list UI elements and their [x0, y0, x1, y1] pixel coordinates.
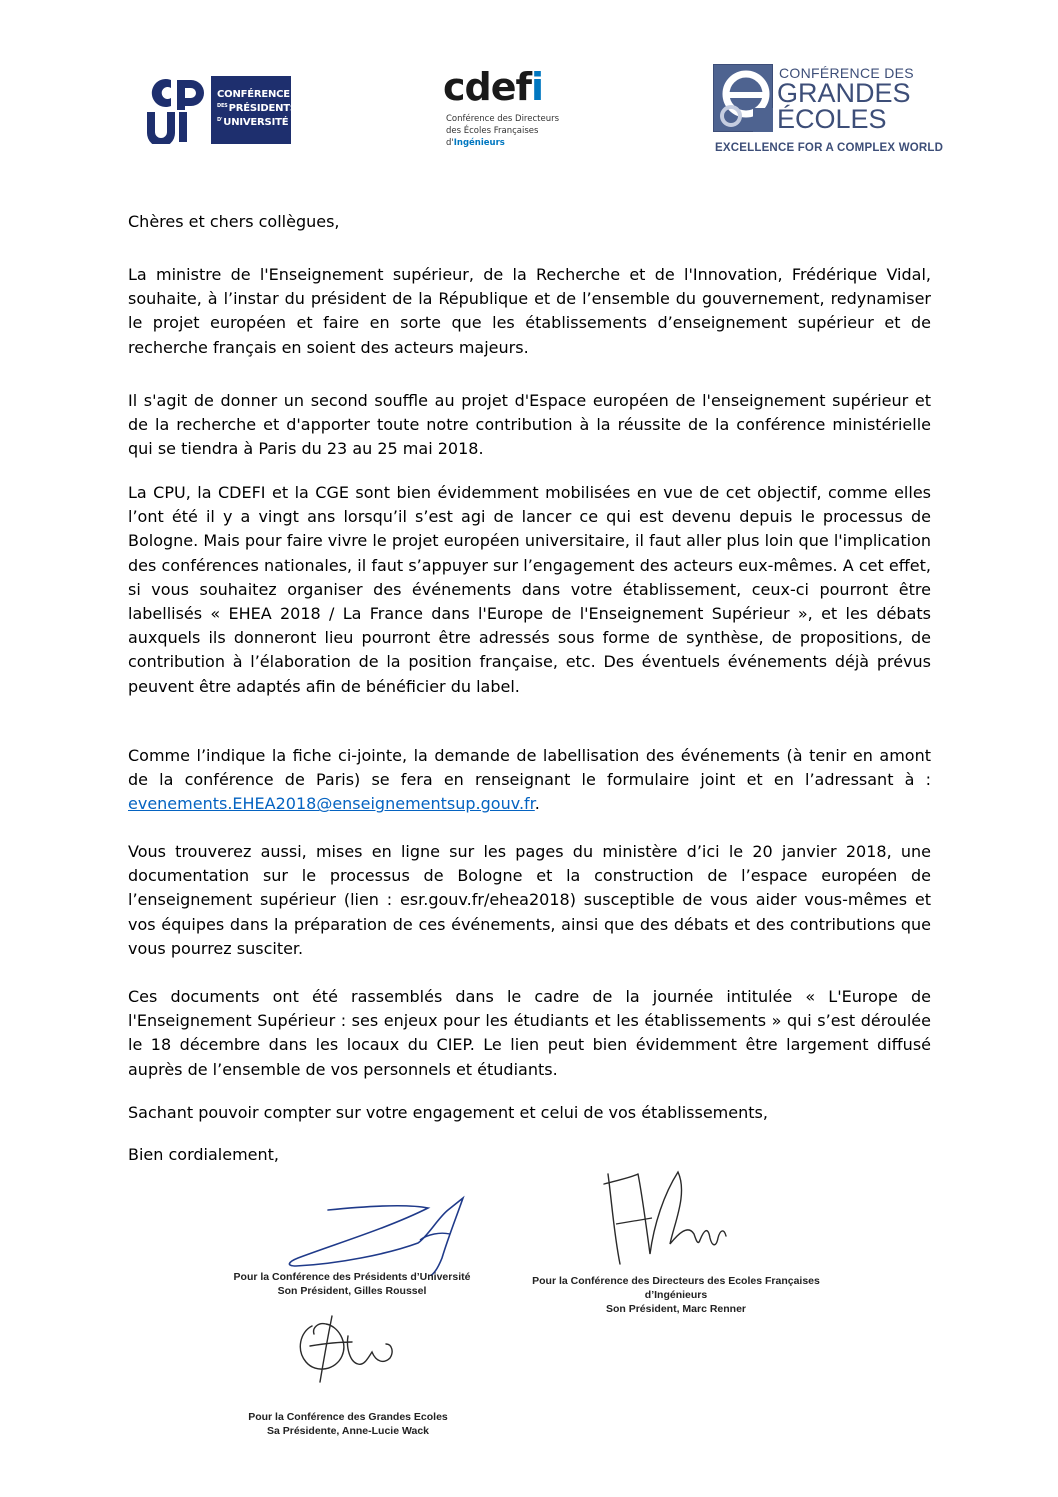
- paragraph-1: La ministre de l'Enseignement supérieur, de la Recherche et de l'Innovation, Frédérique Vidal, souhaite, à l’instar du président de la République et de l’ensemble du gouvernement, redynamiser le projet européen et faire en sorte que les établissements d’enseignement supérieur et de recherche français en soient des acteurs majeurs.: [128, 265, 931, 357]
- cdefi-sub-2: des Écoles Françaises: [446, 126, 539, 136]
- cpu-name-box: [211, 76, 297, 144]
- cge-signatory-line-2: Sa Présidente, Anne-Lucie Wack: [266, 1425, 430, 1437]
- cge-tagline: EXCELLENCE FOR A COMPLEX WORLD: [715, 142, 944, 154]
- cpu-signatory-caption: [228, 1270, 476, 1298]
- letter-closing: Bien cordialement,: [128, 1145, 279, 1164]
- paragraph-6: Ces documents ont été rassemblés dans le cadre de la journée intitulée « L'Europe de l'Enseignement Supérieur : ses enjeux pour les étudiants et les établissements » qui s’est déroulée le 18 décembre dans les locaux du CIEP. Le lien peut bien évidemment être largement diffusé auprès de l’ensemble de vos personnels et étudiants.: [128, 987, 931, 1079]
- cdefi-signatory-line-1: Pour la Conférence des Directeurs des Ecoles Françaises: [532, 1275, 820, 1287]
- cpu-line-3: $^{D'}$UNIVERSITÉ: [217, 117, 289, 128]
- cge-emblem-icon: [713, 64, 773, 132]
- cdefi-signatory-line-3: Son Président, Marc Renner: [605, 1303, 747, 1315]
- cpu-signatory-line-2: Son Président, Gilles Roussel: [277, 1285, 427, 1297]
- cpu-president-signature: [278, 1188, 478, 1276]
- cpu-letters-mark: [143, 76, 207, 144]
- cge-signatory-caption: [238, 1410, 458, 1438]
- letter-salutation: Chères et chers collègues,: [128, 212, 340, 231]
- paragraph-4-end: .: [534, 794, 540, 814]
- cdefi-signatory-caption: [528, 1274, 824, 1316]
- paragraph-3: La CPU, la CDEFI et la CGE sont bien évidemment mobilisées en vue de cet objectif, comme elles l’ont été il y a vingt ans lorsqu’il s’est agi de lancer ce qui est devenu depuis le processus de Bologne. Mais pour faire vivre le projet européen universitaire, il faut aller plus loin que l'implication des conférences nationales, il faut s’appuyer sur l’engagement des acteurs eux-mêmes. A cet effet, si vous souhaitez organiser des événements dans votre établissement, ceux-ci pourront être labellisés « EHEA 2018 / La France dans l'Europe de l'Enseignement Supérieur », et les débats auxquels ils donneront lieu pourront être adressés sous forme de synthèse, de propositions, de contribution à l’élaboration de la position française, etc. Des éventuels événements déjà prévus peuvent être adaptés afin de bénéficier du label.: [128, 483, 931, 696]
- cge-signatory-line-1: Pour la Conférence des Grandes Ecoles: [248, 1411, 448, 1423]
- cge-line-3: ÉCOLES: [777, 104, 887, 134]
- email-link[interactable]: evenements.EHEA2018@enseignementsup.gouv.fr: [128, 794, 535, 814]
- cpu-logo: [143, 76, 297, 144]
- cdefi-logo: [443, 65, 583, 151]
- cge-line-1: CONFÉRENCE DES: [779, 65, 914, 81]
- cpu-line-1: CONFÉRENCE: [217, 89, 290, 100]
- cge-logo: [713, 64, 944, 158]
- paragraph-7: Sachant pouvoir compter sur votre engagement et celui de vos établissements,: [128, 1103, 768, 1122]
- paragraph-4-text: Comme l’indique la fiche ci-jointe, la demande de labellisation des événements (à tenir en amont de la conférence de Paris) se fera en renseignant le formulaire joint et en l’adressant à :: [128, 746, 931, 790]
- cdefi-signatory-line-2: d’Ingénieurs: [644, 1289, 708, 1301]
- cdefi-sub-1: Conférence des Directeurs: [446, 114, 560, 124]
- paragraph-4: [128, 744, 931, 817]
- cdefi-sub-3: d'Ingénieurs: [446, 138, 505, 148]
- cge-president-signature: [292, 1312, 404, 1386]
- cdefi-wordmark: cdefi: [443, 65, 544, 109]
- paragraph-2: Il s'agit de donner un second souffle au projet d'Espace européen de l'enseignement supérieur et de la recherche et d'apporter toute notre contribution à la réussite de la conférence ministérielle qui se tiendra à Paris du 23 au 25 mai 2018.: [128, 391, 931, 459]
- cpu-signatory-line-1: Pour la Conférence des Présidents d’Université: [233, 1271, 471, 1283]
- cdefi-president-signature: [598, 1164, 734, 1274]
- cge-line-2: GRANDES: [777, 78, 911, 108]
- paragraph-5: Vous trouverez aussi, mises en ligne sur les pages du ministère d’ici le 20 janvier 2018, une documentation sur le processus de Bologne et la construction de l’espace européen de l’enseignement supérieur (lien : esr.gouv.fr/ehea2018) susceptible de vous aider vous-mêmes et vos équipes dans la préparation de ces événements, ainsi que des débats et des contributions que vous pourrez susciter.: [128, 842, 931, 958]
- cpu-line-2: $^{DES}$PRÉSIDENTS: [217, 103, 297, 114]
